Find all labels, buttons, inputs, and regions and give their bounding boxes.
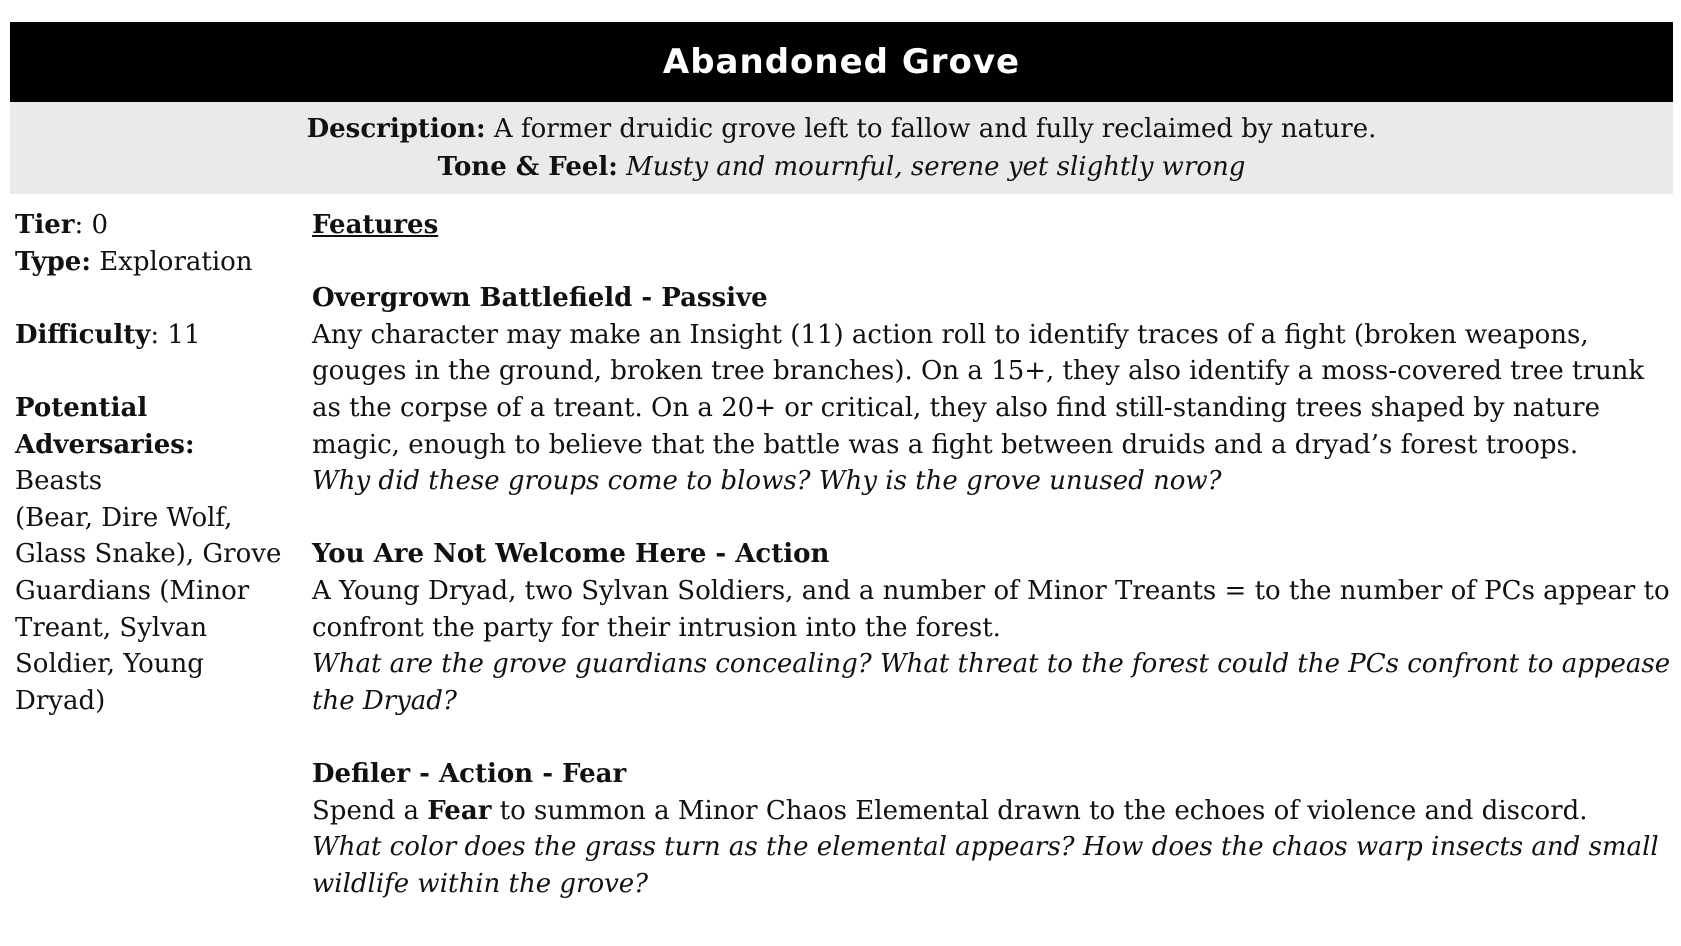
stats-column bbox=[15, 207, 285, 719]
feature-line: Any character may make an Insight (11) action roll to identify traces of a fight (broken weapons, bbox=[312, 319, 1589, 350]
feature-question: What are the grove guardians concealing? What threat to the forest could the PCs confront to appease bbox=[312, 649, 1671, 680]
page-title: Abandoned Grove bbox=[662, 42, 1021, 82]
tone-line bbox=[438, 148, 1246, 186]
adversaries-first-line bbox=[15, 427, 285, 500]
features-column bbox=[312, 207, 1672, 902]
description-text: A former druidic grove left to fallow and fully reclaimed by nature. bbox=[493, 114, 1377, 144]
adversaries-label-1: Potential bbox=[15, 392, 148, 423]
type-label: Type: bbox=[15, 246, 91, 277]
feature-line: magic, enough to believe that the battle was a fight between druids and a dryad’s forest troops. bbox=[312, 429, 1579, 460]
tier-line bbox=[15, 207, 285, 244]
adversaries-line: Glass Snake), Grove bbox=[15, 539, 282, 570]
adversaries-line: Guardians (Minor bbox=[15, 575, 250, 606]
adversaries-line: Treant, Sylvan bbox=[15, 612, 208, 643]
feature-overgrown-battlefield bbox=[312, 280, 1672, 500]
feature-question: wildlife within the grove? bbox=[312, 868, 649, 899]
feature-line: as the corpse of a treant. On a 20+ or critical, they also find still-standing trees shaped by nature bbox=[312, 392, 1600, 423]
feature-text-after: to summon a Minor Chaos Elemental drawn to the echoes of violence and discord. bbox=[491, 795, 1588, 826]
adversaries-line: Soldier, Young bbox=[15, 649, 204, 680]
feature-title: You Are Not Welcome Here - Action bbox=[312, 539, 830, 570]
difficulty-line bbox=[15, 317, 285, 354]
type-line bbox=[15, 244, 285, 281]
tone-label: Tone & Feel: bbox=[437, 152, 618, 182]
feature-defiler bbox=[312, 756, 1672, 902]
feature-text-bold: Fear bbox=[427, 795, 492, 826]
adversaries-first: Beasts bbox=[15, 466, 103, 497]
description-label: Description: bbox=[306, 114, 486, 144]
feature-line: gouges in the ground, broken tree branches). On a 15+, they also identify a moss-covered tree trunk bbox=[312, 356, 1645, 387]
feature-question: Why did these groups come to blows? Why is the grove unused now? bbox=[312, 466, 1222, 497]
feature-question: the Dryad? bbox=[312, 685, 457, 716]
tier-label: Tier bbox=[15, 210, 75, 240]
title-bar bbox=[10, 22, 1673, 102]
feature-title: Overgrown Battlefield - Passive bbox=[312, 283, 768, 314]
adversaries-line: Dryad) bbox=[15, 685, 106, 716]
feature-line bbox=[312, 793, 1672, 830]
tone-text: Musty and mournful, serene yet slightly wrong bbox=[626, 152, 1246, 182]
feature-question: What color does the grass turn as the elemental appears? How does the chaos warp insects and small bbox=[312, 832, 1659, 863]
feature-title: Defiler - Action - Fear bbox=[312, 758, 627, 789]
features-heading: Features bbox=[312, 210, 439, 240]
adversaries-label-2: Adversaries: bbox=[15, 429, 195, 460]
feature-not-welcome bbox=[312, 536, 1672, 719]
feature-line: A Young Dryad, two Sylvan Soldiers, and a number of Minor Treants = to the number of PCs appear to bbox=[312, 575, 1670, 606]
adversaries-line: (Bear, Dire Wolf, bbox=[15, 502, 233, 533]
difficulty-label: Difficulty bbox=[15, 319, 151, 350]
description-line bbox=[307, 110, 1377, 148]
type-value: Exploration bbox=[99, 246, 253, 277]
difficulty-value: : 11 bbox=[150, 319, 201, 350]
feature-text-before: Spend a bbox=[312, 795, 428, 826]
adversaries-label-line bbox=[15, 390, 285, 427]
feature-line: confront the party for their intrusion into the forest. bbox=[312, 612, 1001, 643]
description-band bbox=[10, 102, 1673, 194]
tier-value: : 0 bbox=[74, 210, 109, 240]
